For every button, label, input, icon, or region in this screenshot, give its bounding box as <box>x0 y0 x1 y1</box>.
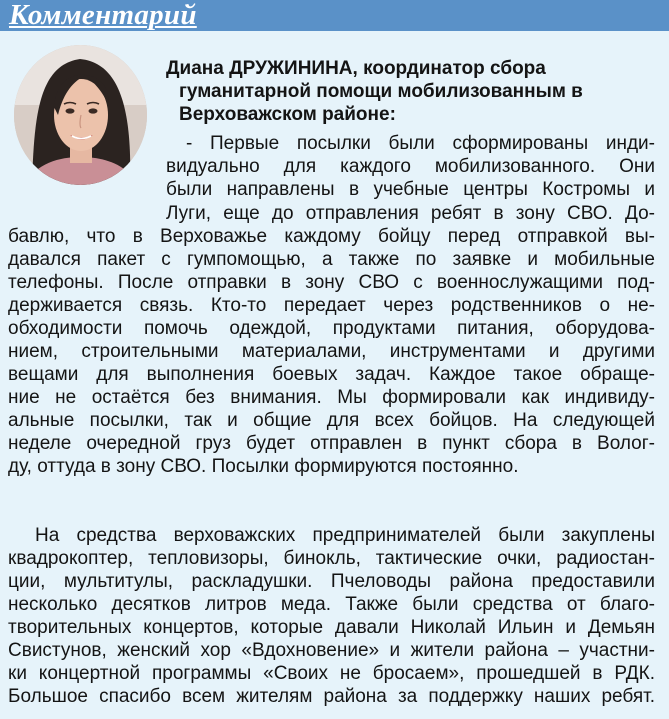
author-role-line: гуманитарной помощи мобилизованным в <box>179 81 583 102</box>
text-line: ки концертной программы «Своих не бросаем», прошедшей в РДК. <box>8 663 655 684</box>
text-line: квадрокоптер, тепловизоры, бинокль, тактические очки, радиостан- <box>8 548 655 569</box>
text-line: ние не остаётся без внимания. Мы формировали как индивиду- <box>8 387 655 408</box>
text-line: держивается связь. Кто-то передает через родственников о не- <box>8 295 655 316</box>
section-title: Комментарий <box>9 0 197 31</box>
author-region-line: Верховажском районе: <box>179 104 396 125</box>
author-photo <box>14 45 147 185</box>
text-line: нием, строительными материалами, инструментами и другими <box>8 341 655 362</box>
text-line: давался пакет с гумпомощью, а также по заявке и мобильные <box>8 249 655 270</box>
text-line: На средства верховажских предпринимателей были закуплены <box>35 525 655 546</box>
text-line: обходимости помочь одеждой, продуктами питания, оборудова- <box>8 318 655 339</box>
author-name-line: Диана ДРУЖИНИНА, координатор сбора <box>166 58 546 79</box>
text-line-last: ду, оттуда в зону СВО. Посылки формируются постоянно. <box>8 456 519 477</box>
text-line: были направлены в учебные центры Костромы и <box>166 179 655 200</box>
text-line: бавлю, что в Верховажье каждому бойцу перед отправкой вы- <box>8 226 655 247</box>
author-byline <box>166 57 646 126</box>
text-line: - Первые посылки были сформированы инди- <box>186 133 655 154</box>
text-line: альные посылки, так и общие для всех бойцов. На следующей <box>8 410 655 431</box>
paragraph2 <box>8 524 655 708</box>
text-line: Луги, еще до отправления ребят в зону СВО. До- <box>166 203 655 224</box>
header-bar <box>0 0 669 31</box>
text-line: неделе очередной груз будет отправлен в пункт сбора в Волог- <box>8 433 655 454</box>
text-line: телефоны. После отправки в зону СВО с военнослужащими под- <box>8 272 655 293</box>
text-line: ции, мультитулы, раскладушки. Пчеловоды района предоставили <box>8 571 655 592</box>
paragraph1-part2 <box>8 202 655 478</box>
paragraph1-part1 <box>166 132 655 201</box>
text-line: видуально для каждого мобилизованного. Они <box>166 156 655 177</box>
text-line: Свистунов, женский хор «Вдохновение» и жители района – участни- <box>8 640 655 661</box>
text-line: вещами для выполнения боевых задач. Каждое такое обраще- <box>8 364 655 385</box>
text-line: творительных концертов, которые давали Николай Ильин и Демьян <box>8 617 655 638</box>
text-line: Большое спасибо всем жителям района за поддержку наших ребят. <box>8 686 655 707</box>
text-line: несколько десятков литров меда. Также были средства от благо- <box>8 594 655 615</box>
